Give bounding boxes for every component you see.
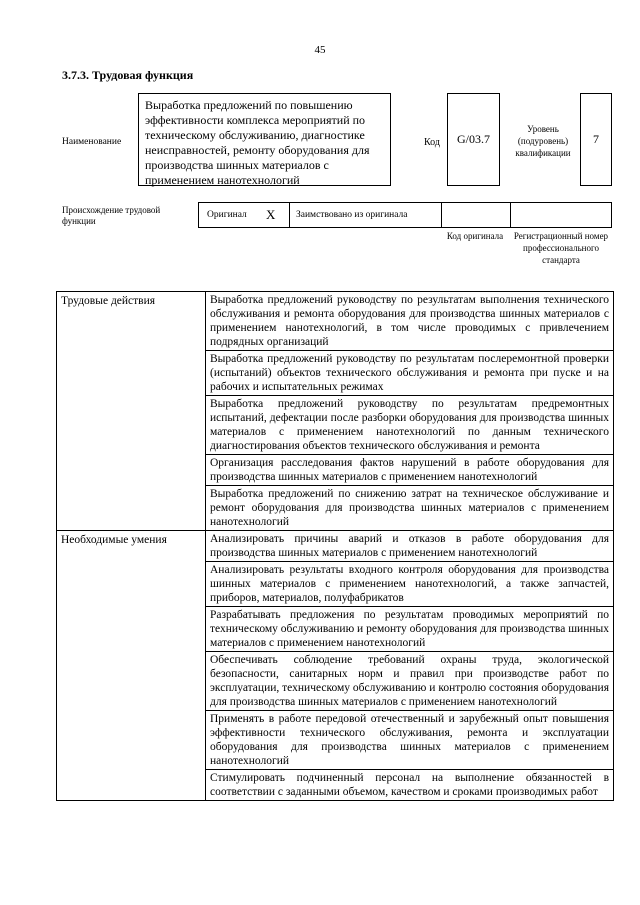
qualification-level-text: 7: [593, 132, 599, 146]
page-number: 45: [314, 44, 326, 56]
code-value-text: G/03.7: [457, 132, 490, 146]
table-row: [57, 292, 614, 351]
original-label: Оригинал: [207, 210, 247, 220]
code-original-label: Код оригинала: [446, 231, 504, 241]
borrowed-label: Заимствовано из оригинала: [296, 210, 408, 220]
item-cell: Стимулировать подчиненный персонал на выполнение обязанностей в соответствии с заданными объемом, качеством и сроками производимых работ: [206, 770, 614, 801]
item-cell: Применять в работе передовой отечественный и зарубежный опыт повышения эффективности технического обслуживания, ремонта и эксплуатации оборудования для производства шинных материалов с применением нанотехнологий: [206, 711, 614, 770]
code-value: [447, 93, 500, 186]
function-name-value: Выработка предложений по повышению эффективности комплекса мероприятий по техническому обслуживанию, диагностике неисправностей, ремонту оборудования для производства шинных материалов с применением нанотехнологий: [138, 93, 391, 186]
item-cell: Анализировать результаты входного контроля оборудования для производства шинных материалов с применением нанотехнологий, а также запчастей, приборов, материалов, полуфабрикатов: [206, 562, 614, 607]
item-cell: Выработка предложений по снижению затрат на техническое обслуживание и ремонт оборудования для производства шинных материалов с применением нанотехнологий: [206, 486, 614, 531]
item-cell: Обеспечивать соблюдение требований охраны труда, экологической безопасности, санитарных норм и правил при производстве работ по эксплуатации, техническому обслуживанию и контролю состояния оборудования для производства шинных материалов с применением нанотехнологий: [206, 652, 614, 711]
item-cell: Анализировать причины аварий и отказов в работе оборудования для производства шинных материалов с применением нанотехнологий: [206, 531, 614, 562]
original-mark: X: [266, 207, 276, 222]
item-cell: Разрабатывать предложения по результатам проводимых мероприятий по техническому обслуживанию и ремонту оборудования для производства шинных материалов с применением нанотехнологий: [206, 607, 614, 652]
item-cell: Организация расследования фактов нарушений в работе оборудования для производства шинных материалов с применением нанотехнологий: [206, 455, 614, 486]
origin-label: Происхождение трудовой функции: [62, 205, 161, 226]
qualification-level-label: Уровень (подуровень) квалификации: [515, 124, 571, 158]
section-title: 3.7.3. Трудовая функция: [62, 68, 194, 82]
registration-number-label: Регистрационный номер профессионального стандарта: [513, 231, 609, 265]
category-cell: Необходимые умения: [57, 531, 206, 801]
category-cell: Трудовые действия: [57, 292, 206, 531]
function-details-table: [56, 291, 614, 801]
item-cell: Выработка предложений руководству по результатам послеремонтной проверки (испытаний) объектов технического обслуживания и ремонта при пуске и на рабочих и испытательных режимах: [206, 351, 614, 396]
item-cell: Выработка предложений руководству по результатам предремонтных испытаний, дефектации после разборки оборудования для производства шинных материалов с применением нанотехнологий по данным технического диагностирования объектов технического обслуживания и ремонта: [206, 396, 614, 455]
item-cell: Выработка предложений руководству по результатам выполнения технического обслуживания и ремонта оборудования для производства шинных материалов с применением нанотехнологий, в том числе проводимых с привлечением подрядных организаций: [206, 292, 614, 351]
table-row: [57, 531, 614, 562]
origin-row: [198, 202, 612, 228]
code-label: Код: [424, 137, 440, 148]
name-label: Наименование: [62, 137, 122, 147]
qualification-level-value: [580, 93, 612, 186]
